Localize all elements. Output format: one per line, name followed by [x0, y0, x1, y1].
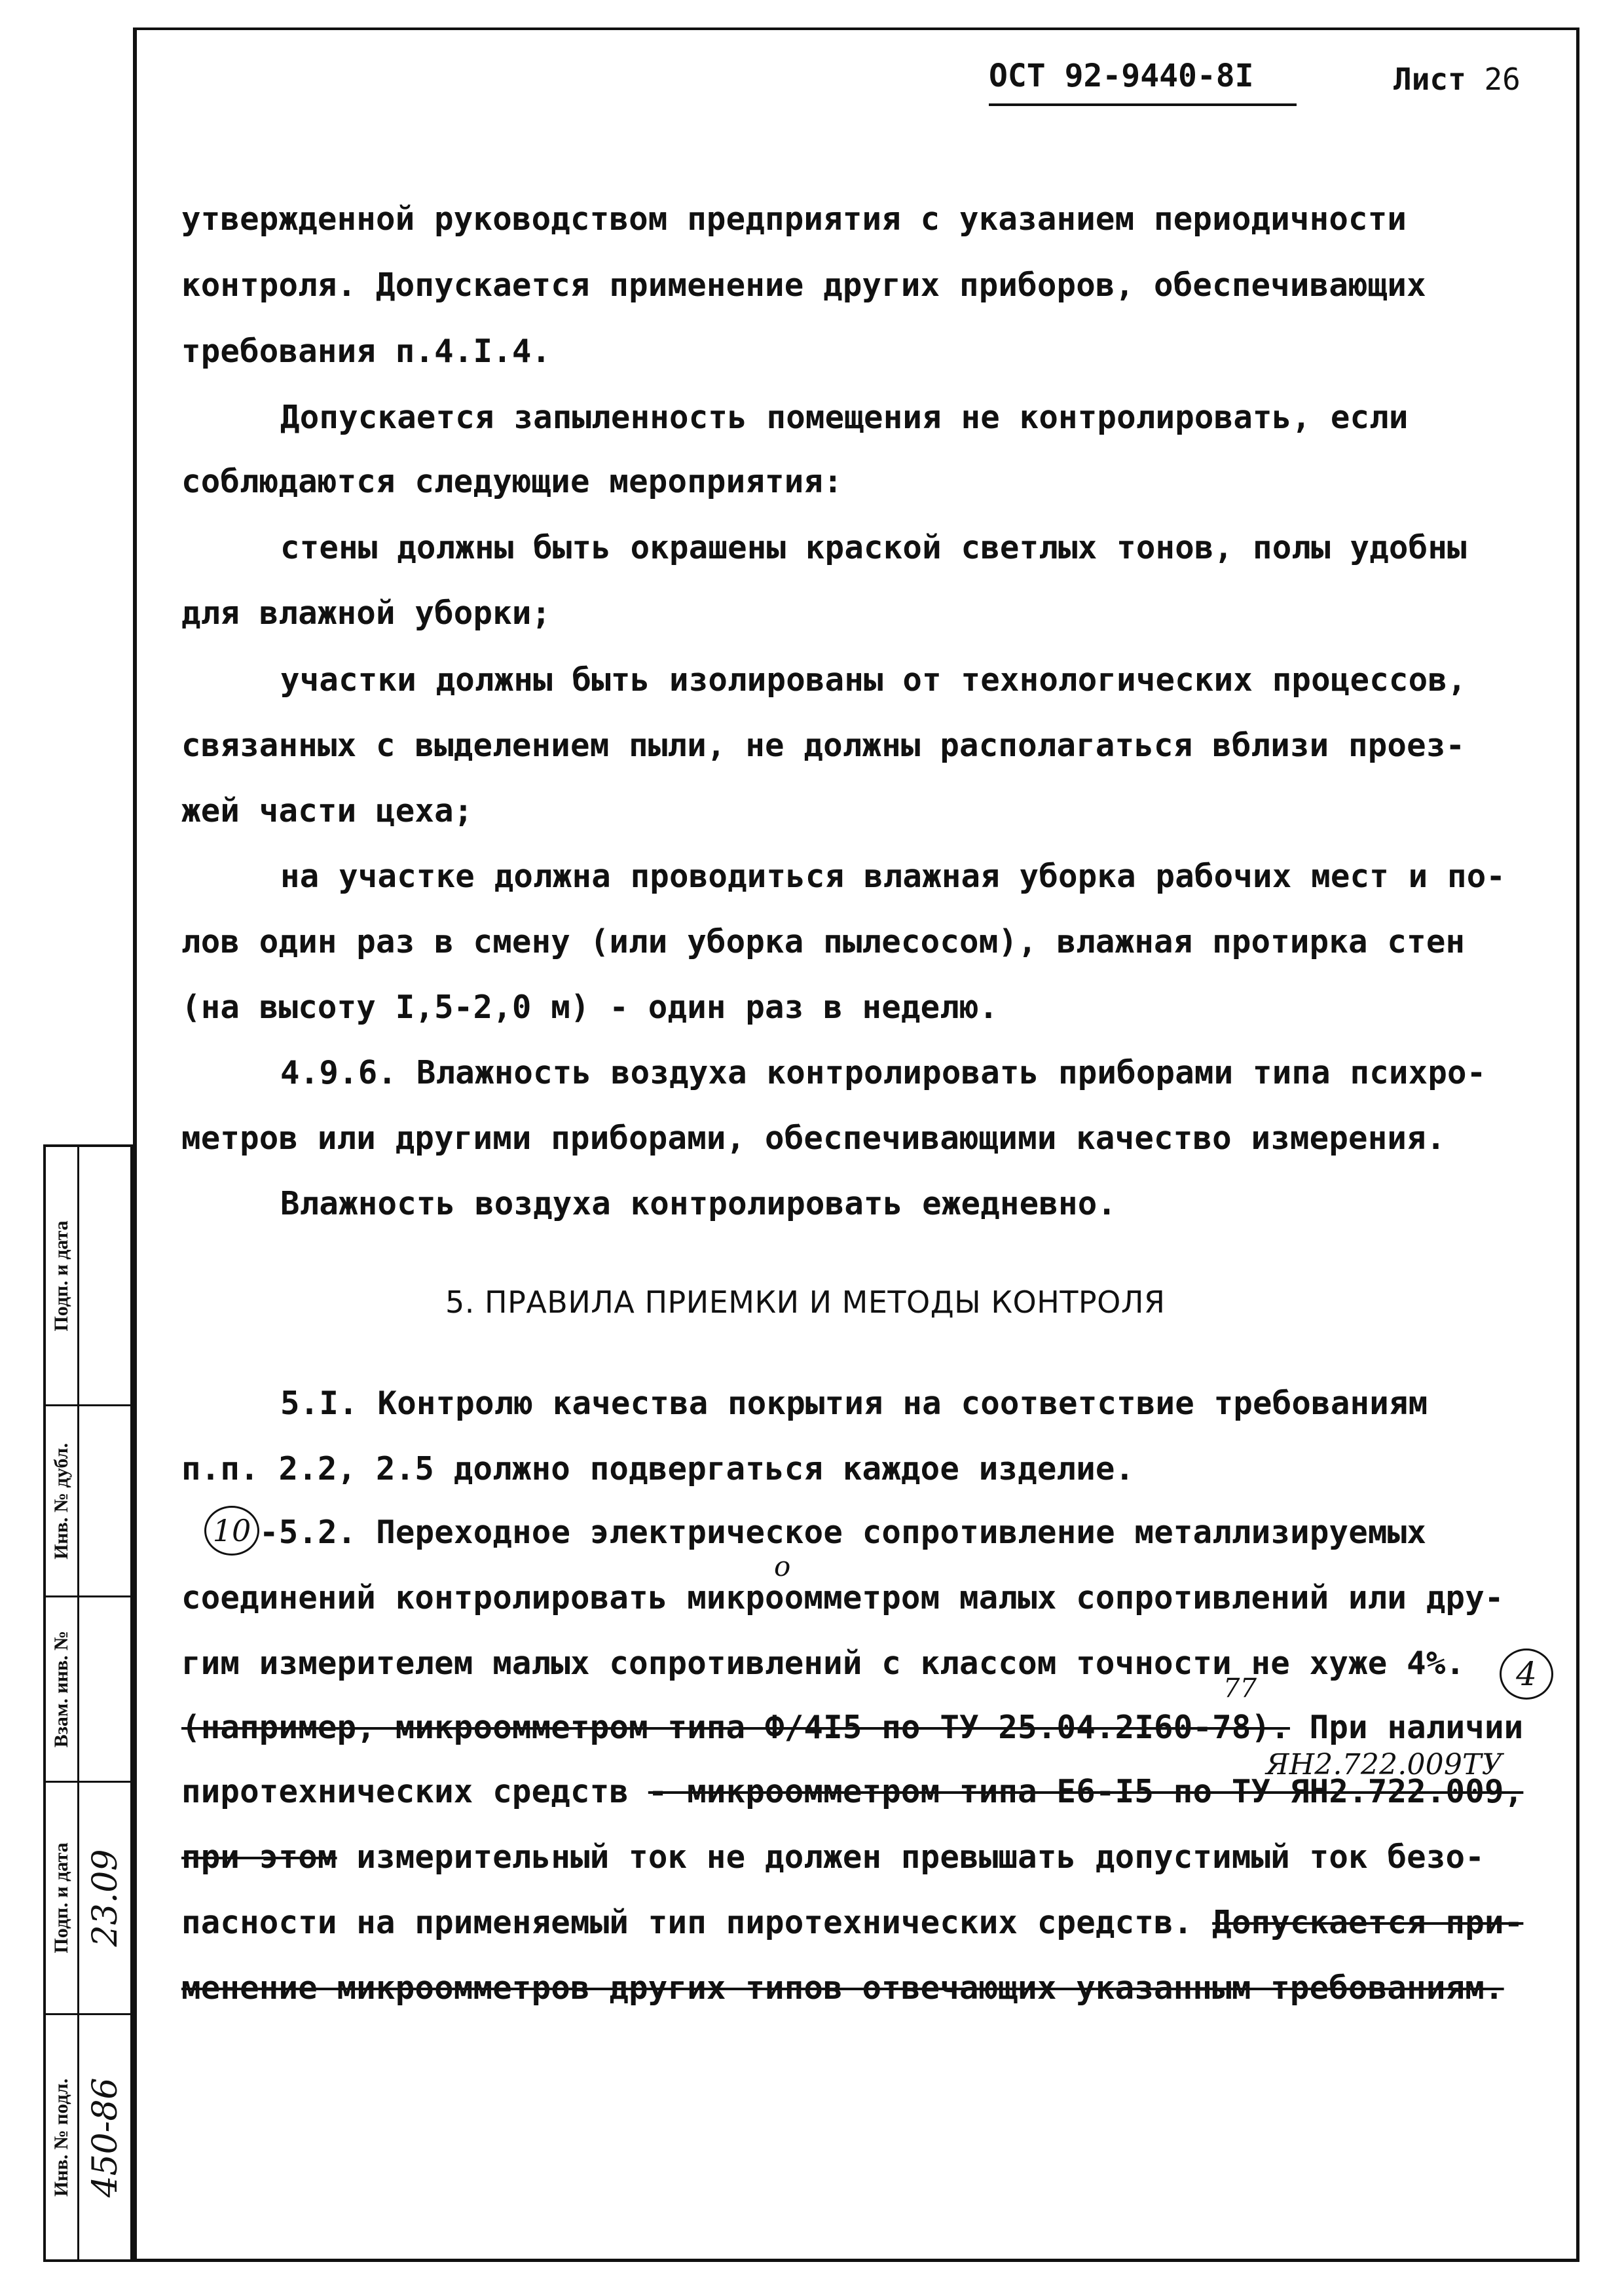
paragraph-5-2-line: соединений контролировать микроомметром малых сопротивлений или дру-	[181, 1579, 1504, 1616]
document-code-underline	[989, 103, 1297, 106]
struck-text: (например, микроомметром типа Ф/4I5 по ТУ 25.04.2I60-78).	[181, 1709, 1290, 1746]
handwritten-correction: 77	[1223, 1673, 1257, 1704]
paragraph-5-2-line	[181, 1838, 1485, 1876]
body-line: метров или другими приборами, обеспечивающими качество измерения.	[181, 1120, 1446, 1157]
body-line: для влажной уборки;	[181, 594, 551, 632]
body-line: Влажность воздуха контролировать ежедневно.	[280, 1185, 1117, 1222]
paragraph-5-2-line: гим измерителем малых сопротивлений с классом точности не хуже 4%.	[181, 1645, 1466, 1682]
paragraph-5-2-line	[181, 1904, 1523, 1941]
section-heading: 5. ПРАВИЛА ПРИЕМКИ И МЕТОДЫ КОНТРОЛЯ	[445, 1285, 1166, 1320]
body-line: 4.9.6. Влажность воздуха контролировать приборами типа психро-	[280, 1054, 1486, 1091]
sheet-number: 26	[1484, 62, 1521, 97]
body-line: контроля. Допускается применение других приборов, обеспечивающих	[181, 266, 1426, 304]
stamp-label: Взам. инв. №	[50, 1630, 72, 1748]
sheet-indicator	[1393, 62, 1521, 97]
body-line: Допускается запыленность помещения не контролировать, если	[280, 399, 1409, 436]
paragraph-5-2-line: -5.2. Переходное электрическое сопротивление металлизируемых	[259, 1514, 1427, 1551]
revision-number: 4	[1516, 1655, 1537, 1693]
change-mark-number: 10	[212, 1513, 251, 1548]
stamp-row	[46, 1597, 130, 1783]
handwritten-correction: ЯН2.722.009ТУ	[1266, 1748, 1503, 1781]
body-line: лов один раз в смену (или уборка пылесосом), влажная протирка стен	[181, 923, 1466, 960]
document-code: ОСТ 92-9440-8I	[989, 58, 1254, 94]
handwritten-correction: о	[774, 1550, 791, 1582]
struck-text: - микроомметром типа Е6-I5 по ТУ ЯН2.722.009,	[648, 1773, 1524, 1810]
stamp-row	[46, 1147, 130, 1406]
struck-text: Допускается при-	[1212, 1904, 1524, 1941]
stamp-value-inventory: 450-86	[85, 2077, 125, 2197]
sheet-label: Лист	[1393, 62, 1466, 97]
body-line: стены должны быть окрашены краской светлых тонов, полы удобны	[280, 529, 1467, 566]
paragraph-5-1-line: 5.I. Контролю качества покрытия на соответствие требованиям	[280, 1385, 1428, 1422]
line-text: пасности на применяемый тип пиротехнических средств.	[181, 1904, 1193, 1941]
stamp-value-date: 23.09	[85, 1849, 125, 1947]
body-line: жей части цеха;	[181, 792, 473, 829]
stamp-label: Подп. и дата	[50, 1220, 72, 1332]
paragraph-5-2-line	[181, 1709, 1523, 1746]
margin-stamp-block	[43, 1144, 133, 2262]
stamp-label: Инв. № подл.	[50, 2078, 72, 2196]
stamp-row	[46, 1406, 130, 1597]
stamp-label: Инв. № дубл.	[50, 1442, 72, 1559]
body-line: соблюдаются следующие мероприятия:	[181, 463, 843, 500]
line-text: измерительный ток не должен превышать допустимый ток безо-	[356, 1838, 1485, 1876]
stamp-row	[46, 2015, 130, 2259]
line-tail: При наличии	[1309, 1709, 1524, 1746]
body-line: (на высоту I,5-2,0 м) - один раз в неделю.	[181, 989, 999, 1026]
body-line: участки должны быть изолированы от технологических процессов,	[280, 661, 1467, 699]
body-line: связанных с выделением пыли, не должны располагаться вблизи проез-	[181, 727, 1466, 764]
body-line: утвержденной руководством предприятия с указанием периодичности	[181, 200, 1407, 238]
line-text: пиротехнических средств	[181, 1773, 629, 1810]
stamp-label: Подп. и дата	[50, 1842, 72, 1954]
struck-text: менение микроомметров других типов отвечающих указанным требованиям.	[181, 1969, 1504, 2007]
struck-text: при этом	[181, 1838, 337, 1876]
paragraph-5-2-line	[181, 1969, 1504, 2007]
change-mark-circle	[204, 1506, 259, 1556]
stamp-row	[46, 1783, 130, 2015]
body-line: на участке должна проводиться влажная уборка рабочих мест и по-	[280, 858, 1506, 895]
paragraph-5-1-line: п.п. 2.2, 2.5 должно подвергаться каждое изделие.	[181, 1450, 1135, 1487]
revision-circle	[1500, 1649, 1553, 1700]
paragraph-5-2-line	[181, 1773, 1523, 1810]
body-line: требования п.4.I.4.	[181, 333, 551, 370]
